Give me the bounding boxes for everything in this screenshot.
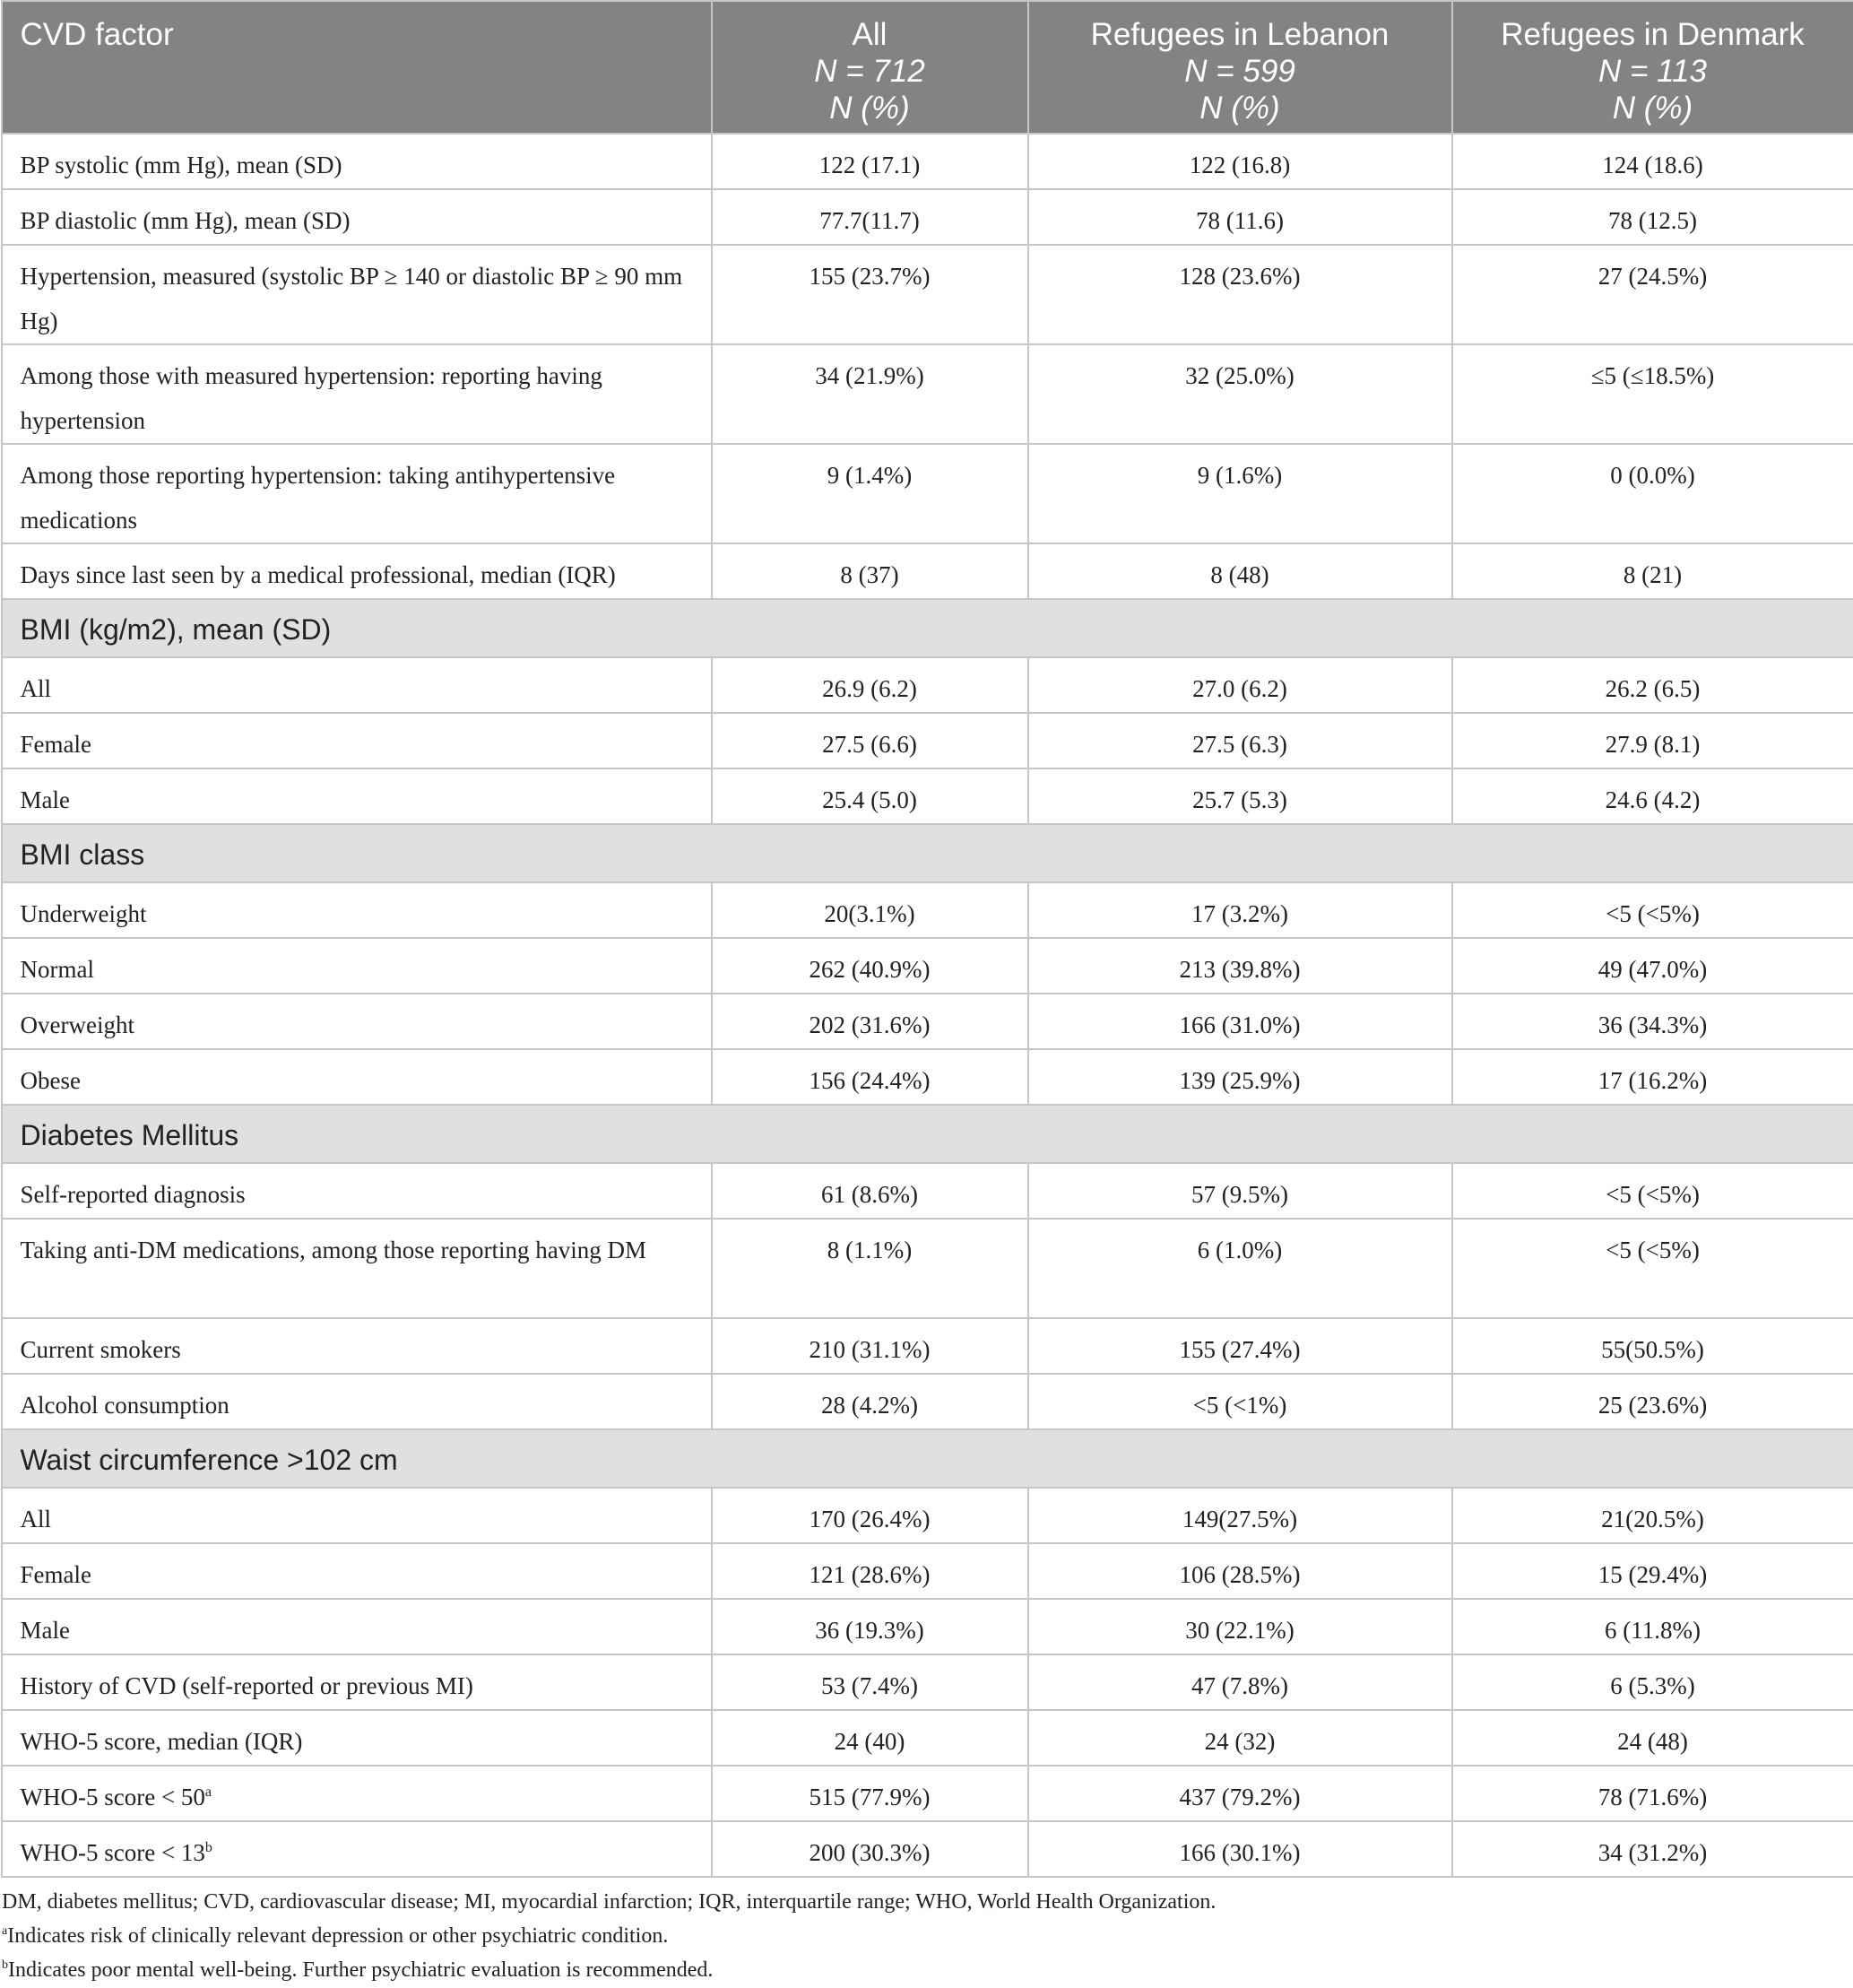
cell-lebanon: 27.0 (6.2) bbox=[1028, 657, 1452, 713]
cell-denmark: 25 (23.6%) bbox=[1452, 1374, 1853, 1429]
cell-denmark: 24.6 (4.2) bbox=[1452, 768, 1853, 824]
row-label: Obese bbox=[2, 1049, 712, 1105]
cell-denmark: 34 (31.2%) bbox=[1452, 1821, 1853, 1877]
cell-all: 25.4 (5.0) bbox=[712, 768, 1028, 824]
table-row bbox=[2, 768, 1853, 824]
cell-lebanon: 106 (28.5%) bbox=[1028, 1543, 1452, 1599]
section-title: BMI (kg/m2), mean (SD) bbox=[2, 599, 1853, 657]
row-label-text: WHO-5 score < 13 bbox=[20, 1839, 205, 1866]
footnote-a-mark: a bbox=[2, 1924, 8, 1938]
cell-denmark: 49 (47.0%) bbox=[1452, 938, 1853, 994]
row-label: Female bbox=[2, 1543, 712, 1599]
table-row bbox=[2, 882, 1853, 938]
cell-lebanon: 128 (23.6%) bbox=[1028, 245, 1452, 344]
header-row bbox=[2, 1, 1853, 134]
footnote-marker-a: a bbox=[204, 1784, 212, 1800]
cell-denmark: ≤5 (≤18.5%) bbox=[1452, 344, 1853, 444]
cell-denmark: 124 (18.6) bbox=[1452, 134, 1853, 189]
table-row bbox=[2, 189, 1853, 245]
cell-denmark: 15 (29.4%) bbox=[1452, 1543, 1853, 1599]
row-label: Underweight bbox=[2, 882, 712, 938]
row-label: Normal bbox=[2, 938, 712, 994]
footnote-b bbox=[0, 1953, 1853, 1987]
table-row bbox=[2, 1163, 1853, 1219]
table-footnotes bbox=[0, 1885, 1853, 1987]
cell-lebanon: 122 (16.8) bbox=[1028, 134, 1452, 189]
table-row bbox=[2, 444, 1853, 543]
header-all-name: All bbox=[852, 17, 888, 52]
cell-all: 156 (24.4%) bbox=[712, 1049, 1028, 1105]
cell-all: 36 (19.3%) bbox=[712, 1599, 1028, 1654]
cell-lebanon: 78 (11.6) bbox=[1028, 189, 1452, 245]
cell-all: 121 (28.6%) bbox=[712, 1543, 1028, 1599]
cell-lebanon: 155 (27.4%) bbox=[1028, 1318, 1452, 1374]
cell-lebanon: 437 (79.2%) bbox=[1028, 1766, 1452, 1821]
cell-denmark: <5 (<5%) bbox=[1452, 1219, 1853, 1318]
cell-lebanon: 57 (9.5%) bbox=[1028, 1163, 1452, 1219]
row-label bbox=[2, 1821, 712, 1877]
cell-denmark: 55(50.5%) bbox=[1452, 1318, 1853, 1374]
row-label: Hypertension, measured (systolic BP ≥ 140 or diastolic BP ≥ 90 mm Hg) bbox=[2, 245, 712, 344]
cell-denmark: 21(20.5%) bbox=[1452, 1488, 1853, 1543]
cell-denmark: 27.9 (8.1) bbox=[1452, 713, 1853, 768]
cell-denmark: 6 (5.3%) bbox=[1452, 1654, 1853, 1710]
table-row bbox=[2, 1710, 1853, 1766]
table-row bbox=[2, 938, 1853, 994]
header-cvd-factor: CVD factor bbox=[2, 1, 712, 134]
header-denmark-name: Refugees in Denmark bbox=[1501, 17, 1805, 52]
cell-denmark: 6 (11.8%) bbox=[1452, 1599, 1853, 1654]
row-label: History of CVD (self-reported or previous MI) bbox=[2, 1654, 712, 1710]
header-all-n: N = 712 bbox=[814, 54, 925, 89]
cell-all: 155 (23.7%) bbox=[712, 245, 1028, 344]
row-label: Overweight bbox=[2, 994, 712, 1049]
table-row bbox=[2, 1219, 1853, 1318]
row-label: Female bbox=[2, 713, 712, 768]
cell-all: 122 (17.1) bbox=[712, 134, 1028, 189]
row-label: Current smokers bbox=[2, 1318, 712, 1374]
row-label-text: WHO-5 score < 50 bbox=[20, 1784, 205, 1810]
row-label: Self-reported diagnosis bbox=[2, 1163, 712, 1219]
table-row bbox=[2, 543, 1853, 599]
table-row bbox=[2, 1318, 1853, 1374]
cell-lebanon: 27.5 (6.3) bbox=[1028, 713, 1452, 768]
cell-all: 170 (26.4%) bbox=[712, 1488, 1028, 1543]
row-label: All bbox=[2, 657, 712, 713]
cell-lebanon: 149(27.5%) bbox=[1028, 1488, 1452, 1543]
table-row bbox=[2, 1543, 1853, 1599]
table-row bbox=[2, 1654, 1853, 1710]
section-title: BMI class bbox=[2, 824, 1853, 882]
row-label: BP diastolic (mm Hg), mean (SD) bbox=[2, 189, 712, 245]
cell-denmark: 78 (12.5) bbox=[1452, 189, 1853, 245]
header-lebanon-n: N = 599 bbox=[1184, 54, 1295, 89]
cell-all: 515 (77.9%) bbox=[712, 1766, 1028, 1821]
cell-all: 61 (8.6%) bbox=[712, 1163, 1028, 1219]
cell-all: 27.5 (6.6) bbox=[712, 713, 1028, 768]
header-lebanon-pct: N (%) bbox=[1199, 91, 1280, 126]
cell-lebanon: 30 (22.1%) bbox=[1028, 1599, 1452, 1654]
table-row bbox=[2, 994, 1853, 1049]
table-row bbox=[2, 657, 1853, 713]
section-row-diabetes bbox=[2, 1105, 1853, 1163]
row-label: Taking anti-DM medications, among those reporting having DM bbox=[2, 1219, 712, 1318]
row-label: Male bbox=[2, 768, 712, 824]
cell-denmark: 78 (71.6%) bbox=[1452, 1766, 1853, 1821]
cell-denmark: 0 (0.0%) bbox=[1452, 444, 1853, 543]
row-label: BP systolic (mm Hg), mean (SD) bbox=[2, 134, 712, 189]
cell-all: 34 (21.9%) bbox=[712, 344, 1028, 444]
cell-lebanon: 32 (25.0%) bbox=[1028, 344, 1452, 444]
header-denmark bbox=[1452, 1, 1853, 134]
section-row-bmi-class bbox=[2, 824, 1853, 882]
table-row bbox=[2, 1488, 1853, 1543]
section-row-waist bbox=[2, 1429, 1853, 1488]
cell-all: 8 (37) bbox=[712, 543, 1028, 599]
footnote-marker-b: b bbox=[204, 1840, 212, 1855]
cell-all: 9 (1.4%) bbox=[712, 444, 1028, 543]
header-denmark-pct: N (%) bbox=[1612, 91, 1693, 126]
row-label: WHO-5 score, median (IQR) bbox=[2, 1710, 712, 1766]
cell-all: 24 (40) bbox=[712, 1710, 1028, 1766]
table-row bbox=[2, 245, 1853, 344]
row-label: All bbox=[2, 1488, 712, 1543]
cell-all: 262 (40.9%) bbox=[712, 938, 1028, 994]
cell-all: 28 (4.2%) bbox=[712, 1374, 1028, 1429]
footnote-a bbox=[0, 1919, 1853, 1953]
cell-lebanon: 9 (1.6%) bbox=[1028, 444, 1452, 543]
cell-all: 26.9 (6.2) bbox=[712, 657, 1028, 713]
table-row bbox=[2, 713, 1853, 768]
cell-all: 8 (1.1%) bbox=[712, 1219, 1028, 1318]
table-row bbox=[2, 1766, 1853, 1821]
cell-denmark: 26.2 (6.5) bbox=[1452, 657, 1853, 713]
cell-lebanon: 166 (31.0%) bbox=[1028, 994, 1452, 1049]
footnote-b-mark: b bbox=[2, 1958, 8, 1972]
row-label: Among those reporting hypertension: taking antihypertensive medications bbox=[2, 444, 712, 543]
cell-denmark: 36 (34.3%) bbox=[1452, 994, 1853, 1049]
section-title: Diabetes Mellitus bbox=[2, 1105, 1853, 1163]
cell-lebanon: 139 (25.9%) bbox=[1028, 1049, 1452, 1105]
cell-lebanon: <5 (<1%) bbox=[1028, 1374, 1452, 1429]
table-row bbox=[2, 1821, 1853, 1877]
cell-all: 202 (31.6%) bbox=[712, 994, 1028, 1049]
cell-all: 200 (30.3%) bbox=[712, 1821, 1028, 1877]
cell-denmark: 27 (24.5%) bbox=[1452, 245, 1853, 344]
cvd-factor-table bbox=[1, 0, 1853, 1878]
cell-lebanon: 213 (39.8%) bbox=[1028, 938, 1452, 994]
table-row bbox=[2, 1374, 1853, 1429]
cell-lebanon: 8 (48) bbox=[1028, 543, 1452, 599]
table-row bbox=[2, 1049, 1853, 1105]
cell-lebanon: 47 (7.8%) bbox=[1028, 1654, 1452, 1710]
cell-denmark: 17 (16.2%) bbox=[1452, 1049, 1853, 1105]
header-all bbox=[712, 1, 1028, 134]
cell-all: 210 (31.1%) bbox=[712, 1318, 1028, 1374]
cell-lebanon: 17 (3.2%) bbox=[1028, 882, 1452, 938]
cell-lebanon: 166 (30.1%) bbox=[1028, 1821, 1452, 1877]
header-lebanon-name: Refugees in Lebanon bbox=[1090, 17, 1390, 52]
header-lebanon bbox=[1028, 1, 1452, 134]
cell-all: 77.7(11.7) bbox=[712, 189, 1028, 245]
cell-lebanon: 6 (1.0%) bbox=[1028, 1219, 1452, 1318]
row-label: Alcohol consumption bbox=[2, 1374, 712, 1429]
header-all-pct: N (%) bbox=[829, 91, 910, 126]
cell-all: 53 (7.4%) bbox=[712, 1654, 1028, 1710]
table-row bbox=[2, 344, 1853, 444]
row-label: Male bbox=[2, 1599, 712, 1654]
table-row bbox=[2, 134, 1853, 189]
header-denmark-n: N = 113 bbox=[1598, 54, 1707, 89]
cell-denmark: 8 (21) bbox=[1452, 543, 1853, 599]
row-label bbox=[2, 1766, 712, 1821]
table-row bbox=[2, 1599, 1853, 1654]
footnote-abbreviations: DM, diabetes mellitus; CVD, cardiovascular disease; MI, myocardial infarction; IQR, interquartile range; WHO, World Health Organization. bbox=[2, 1890, 1217, 1914]
cell-lebanon: 24 (32) bbox=[1028, 1710, 1452, 1766]
row-label: Among those with measured hypertension: reporting having hypertension bbox=[2, 344, 712, 444]
cell-lebanon: 25.7 (5.3) bbox=[1028, 768, 1452, 824]
section-title: Waist circumference >102 cm bbox=[2, 1429, 1853, 1488]
cell-denmark: <5 (<5%) bbox=[1452, 1163, 1853, 1219]
cell-denmark: <5 (<5%) bbox=[1452, 882, 1853, 938]
section-row-bmi bbox=[2, 599, 1853, 657]
row-label: Days since last seen by a medical professional, median (IQR) bbox=[2, 543, 712, 599]
cell-denmark: 24 (48) bbox=[1452, 1710, 1853, 1766]
footnote-a-text: Indicates risk of clinically relevant depression or other psychiatric condition. bbox=[7, 1924, 669, 1948]
footnote-b-text: Indicates poor mental well-being. Further psychiatric evaluation is recommended. bbox=[8, 1958, 714, 1982]
cell-all: 20(3.1%) bbox=[712, 882, 1028, 938]
